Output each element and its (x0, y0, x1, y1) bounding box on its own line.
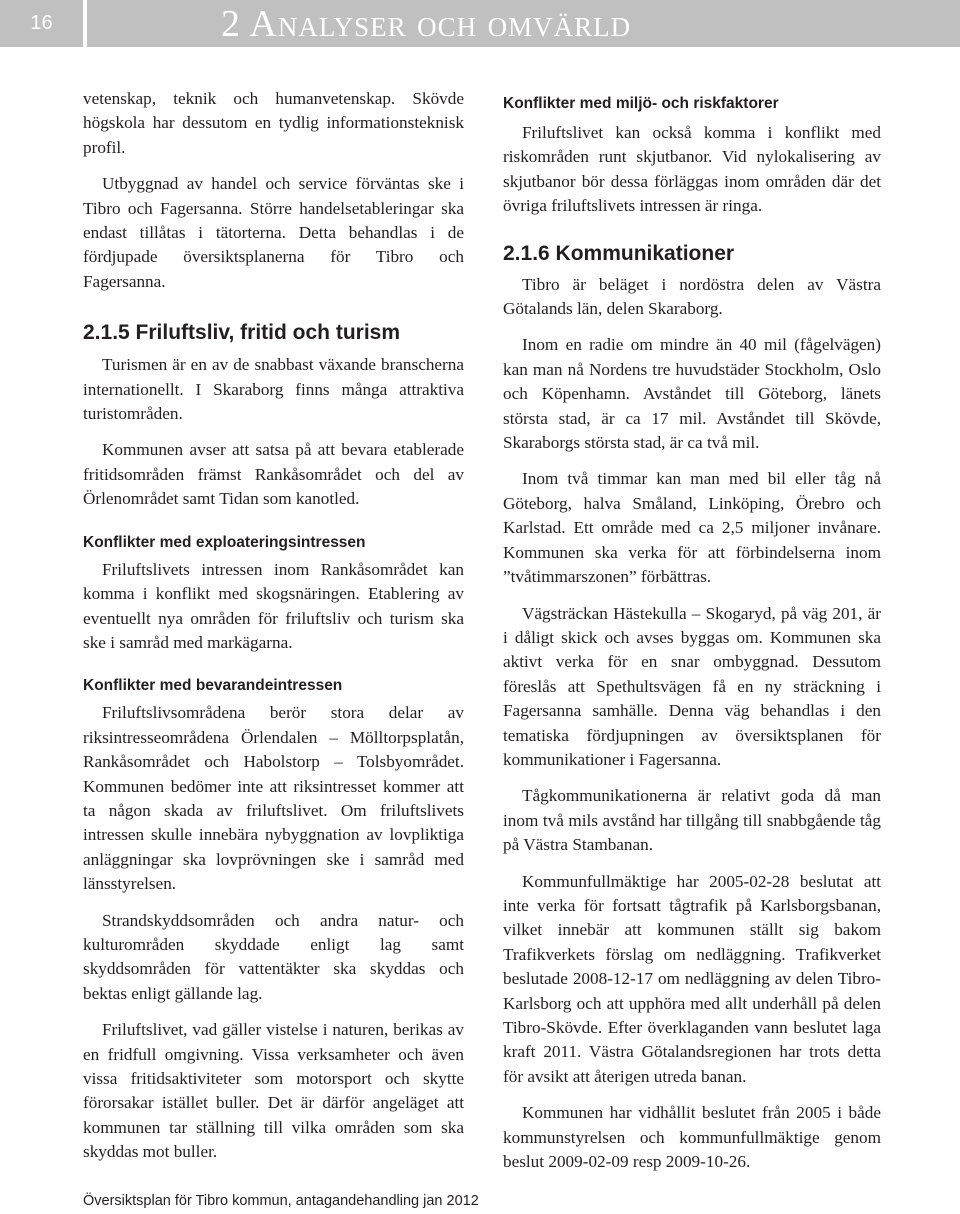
subheading-bevarande: Konflikter med bevarandeintressen (83, 677, 343, 695)
page-footer: Översiktsplan för Tibro kommun, antagandehandling jan 2012 (83, 1193, 479, 1209)
paragraph: Friluftslivet kan också komma i konflikt med riskområden runt skjutbanor. Vid nylokalisering av skjutbanor bör dessa förläggas inom områden där det övriga friluftslivets intressen är ringa. (503, 123, 881, 216)
paragraph: Vägsträckan Hästekulla – Skogaryd, på väg 201, är i dåligt skick och avses byggas om. Kommunen ska aktivt verka för en snar ombyggnad. Dessutom föreslås att Spethultsvägen få en ny sträckning i Fagersanna samhälle. Denna väg behandlas i den tematiska fördjupningen av översiktsplanen för kommunikationer i Fagersanna. (503, 603, 881, 769)
paragraph: Friluftslivsområdena berör stora delar av riksintresseområdena Örlendalen – Mölltorpsplatån, Rankåsområdet och Habolstorp – Tolsbyområdet. Kommunen bedömer inte att riksintresset kommer att ta någon skada av friluftslivet. Om friluftslivets intressen skulle innebära nybyggnation av lovpliktiga anläggningar ska lovprövningen ske i samråd med länsstyrelsen. (83, 703, 464, 894)
paragraph: Inom en radie om mindre än 40 mil (fågelvägen) kan man nå Nordens tre huvudstäder Stockholm, Oslo och Köpenhamn. Avståndet till Göteborg, länets största stad, är ca 17 mil. Avståndet till Skövde, Skaraborgs största stad, är ca två mil. (503, 335, 881, 453)
paragraph: vetenskap, teknik och humanvetenskap. Skövde högskola har dessutom en tydlig informationsteknisk profil. (83, 89, 464, 157)
paragraph: Kommunfullmäktige har 2005-02-28 beslutat att inte verka för fortsatt tågtrafik på Karlsborgsbanan, vilket innebär att kommunen ställt sig bakom Trafikverkets förslag om nedläggning. Trafikverket beslutade 2008-12-17 om nedläggning av delen Tibro-Karlsborg och att upphöra med allt underhåll på delen Tibro-Skövde. Efter överklaganden vann beslutet laga kraft 2011. Västra Götalandsregionen har trots detta för avsikt att återigen utreda banan. (503, 871, 881, 1086)
paragraph: Inom två timmar kan man med bil eller tåg nå Göteborg, halva Småland, Linköping, Örebro och Karlstad. Ett område med ca 2,5 miljoner invånare. Kommunen ska verka för att förbindelserna inom ”tvåtimmarszonen” förbättras. (503, 469, 881, 587)
subheading-miljo: Konflikter med miljö- och riskfaktorer (503, 95, 779, 112)
paragraph: Tågkommunikationerna är relativt goda då man inom två mils avstånd har tillgång till snabbgående tåg på Västra Stambanan. (503, 786, 881, 855)
paragraph: Friluftslivet, vad gäller vistelse i naturen, berikas av en fridfull omgivning. Vissa verksamheter och även vissa fritidsaktiviteter som motorsport och skytte förorsakar istället buller. Det är därför angeläget att kommunen tar ställning till vilka områden som ska skyddas mot buller. (83, 1020, 464, 1162)
paragraph: Kommunen avser att satsa på att bevara etablerade fritidsområden främst Rankåsområdet och del av Örlenområdet samt Tidan som kanotled. (83, 440, 464, 509)
left-column (83, 87, 464, 1165)
page-number: 16 (0, 0, 83, 47)
subheading-exploatering: Konflikter med exploateringsintressen (83, 533, 366, 551)
section-heading-friluftsliv: 2.1.5 Friluftsliv, fritid och turism (83, 321, 400, 345)
paragraph: Friluftslivets intressen inom Rankåsområdet kan komma i konflikt med skogsnäringen. Etablering av eventuellt nya områden för friluftsliv och turism ska ske i samråd med markägarna. (83, 559, 464, 652)
page-header (0, 0, 960, 47)
paragraph: Strandskyddsområden och andra natur- och kulturområden skyddade enligt lag samt skyddsområden för vattentäkter ska skyddas och bektas enligt gällande lag. (83, 910, 464, 1003)
section-heading-kommunikationer: 2.1.6 Kommunikationer (503, 241, 735, 265)
paragraph: Tibro är beläget i nordöstra delen av Västra Götalands län, delen Skaraborg. (503, 274, 881, 319)
chapter-title: 2 Analyser och omvärld (87, 0, 960, 47)
paragraph: Utbyggnad av handel och service förväntas ske i Tibro och Fagersanna. Större handelsetableringar ska endast tillåtas i tätorterna. Detta behandlas i de fördjupade översiktsplanerna för Tibro och Fagersanna. (83, 174, 464, 291)
paragraph: Turismen är en av de snabbast växande branscherna internationellt. I Skaraborg finns många attraktiva turistområden. (83, 355, 464, 424)
right-column (503, 93, 881, 1174)
paragraph: Kommunen har vidhållit beslutet från 2005 i både kommunstyrelsen och kommunfullmäktige genom beslut 2009-02-09 resp 2009-10-26. (503, 1103, 881, 1172)
